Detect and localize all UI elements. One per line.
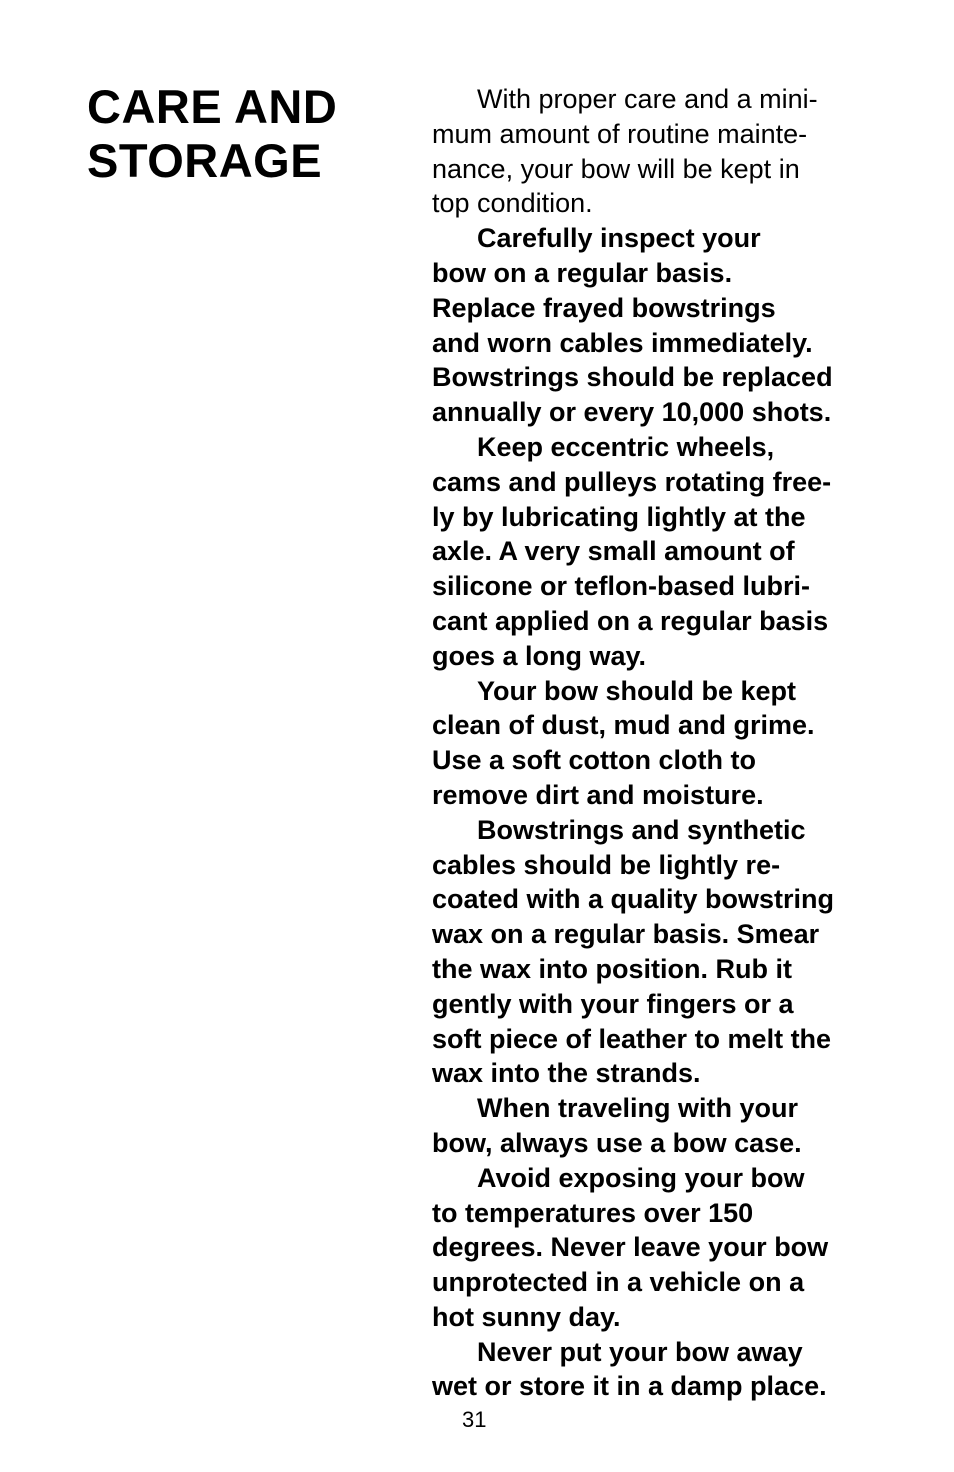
paragraph-clean: [432, 674, 872, 813]
text-line: bow, always use a bow case.: [432, 1127, 802, 1158]
paragraph-inspect: [432, 221, 872, 430]
body-text: [432, 82, 872, 1404]
paragraph-intro: [432, 82, 872, 221]
text-line: top condition.: [432, 188, 593, 219]
paragraph-lubricate: [432, 430, 872, 674]
text-line: unprotected in a vehicle on a: [432, 1267, 805, 1298]
paragraph-temperature: [432, 1161, 872, 1335]
text-line: annually or every 10,000 shots.: [432, 397, 832, 428]
page-title-line: STORAGE: [87, 134, 323, 187]
text-line: With proper care and a mini-: [477, 84, 818, 114]
paragraph-travel: [432, 1091, 872, 1161]
text-line: Use a soft cotton cloth to: [432, 745, 756, 776]
paragraph-storage: [432, 1335, 872, 1405]
text-line: Your bow should be kept: [477, 675, 797, 706]
text-line: Keep eccentric wheels,: [477, 431, 775, 462]
page-title: [87, 80, 407, 188]
text-line: goes a long way.: [432, 640, 647, 671]
paragraph-wax: [432, 813, 872, 1091]
text-line: soft piece of leather to melt the: [432, 1023, 832, 1054]
text-line: cables should be lightly re-: [432, 849, 781, 880]
text-line: clean of dust, mud and grime.: [432, 710, 815, 741]
text-line: silicone or teflon-based lubri-: [432, 571, 811, 602]
text-line: Carefully inspect your: [477, 223, 761, 254]
text-line: and worn cables immediately.: [432, 327, 813, 358]
text-line: the wax into position. Rub it: [432, 953, 792, 984]
text-line: nance, your bow will be kept in: [432, 153, 800, 184]
text-line: degrees. Never leave your bow: [432, 1232, 829, 1263]
text-line: When traveling with your: [477, 1093, 799, 1124]
text-line: bow on a regular basis.: [432, 257, 733, 288]
text-line: to temperatures over 150: [432, 1197, 754, 1228]
text-line: Avoid exposing your bow: [477, 1162, 805, 1193]
text-line: gently with your fingers or a: [432, 988, 794, 1019]
text-line: hot sunny day.: [432, 1301, 621, 1332]
text-line: Bowstrings and synthetic: [477, 814, 806, 845]
text-line: remove dirt and moisture.: [432, 779, 764, 810]
text-line: wax into the strands.: [432, 1058, 701, 1089]
page-title-line: CARE AND: [87, 80, 338, 133]
text-line: Bowstrings should be replaced: [432, 362, 833, 393]
text-line: mum amount of routine mainte-: [432, 118, 808, 149]
text-line: cams and pulleys rotating free-: [432, 466, 832, 497]
text-line: Replace frayed bowstrings: [432, 292, 776, 323]
text-line: wet or store it in a damp place.: [432, 1371, 827, 1402]
text-line: coated with a quality bowstring: [432, 884, 835, 915]
text-line: ly by lubricating lightly at the: [432, 501, 806, 532]
text-line: cant applied on a regular basis: [432, 605, 829, 636]
page-number: 31: [462, 1407, 487, 1432]
text-line: wax on a regular basis. Smear: [432, 919, 820, 950]
text-line: axle. A very small amount of: [432, 536, 795, 567]
text-line: Never put your bow away: [477, 1336, 803, 1367]
